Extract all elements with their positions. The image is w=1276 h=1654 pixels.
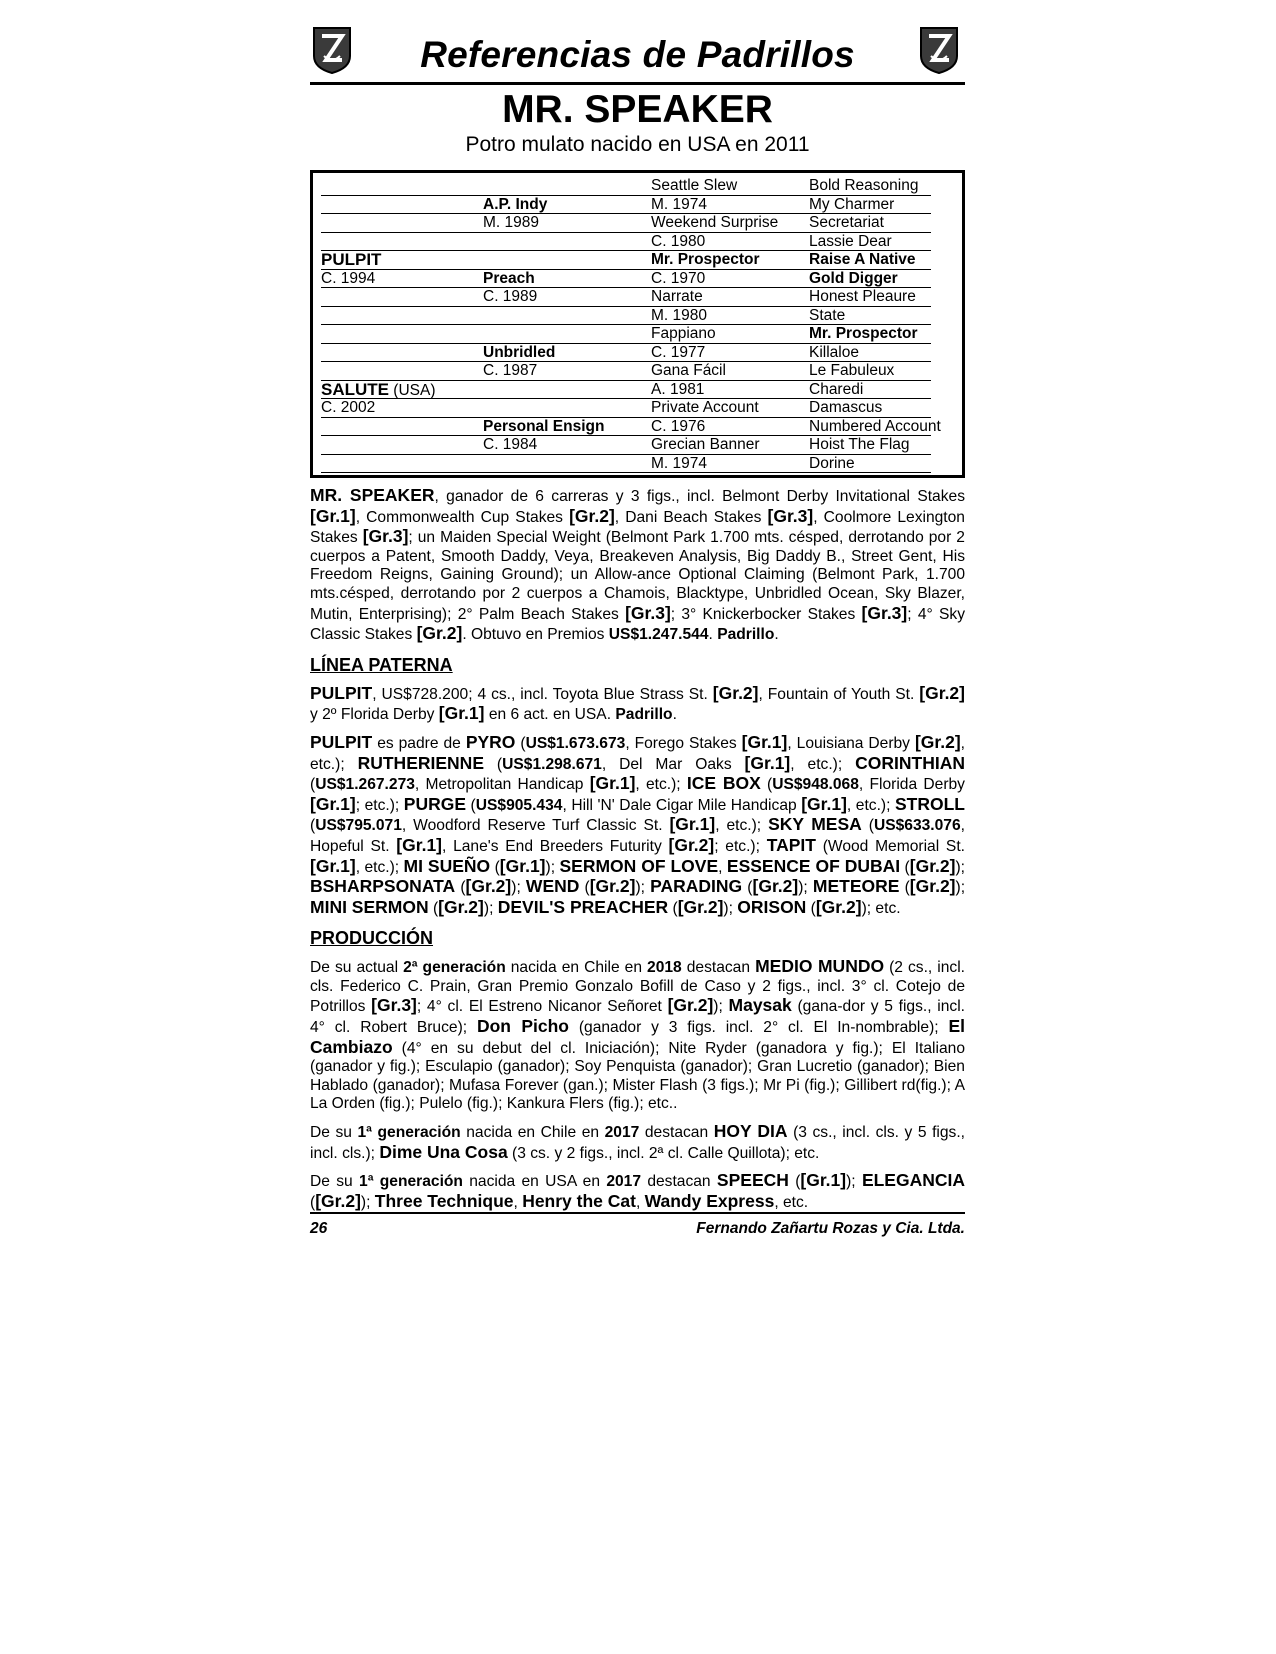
emphasis-text: BSHARPSONATA [310, 876, 456, 897]
body-text: ( [579, 879, 590, 897]
body-text: ( [428, 899, 439, 917]
body-text: destacan [681, 959, 756, 977]
body-text: ); [360, 1193, 375, 1211]
emphasis-text: [Gr.2] [667, 995, 714, 1016]
pedigree-row [321, 307, 954, 326]
pedigree-cell: Charedi [809, 380, 864, 398]
pedigree-row [321, 233, 954, 252]
pedigree-cell: Fappiano [651, 325, 716, 342]
body-text: ( [515, 734, 526, 752]
emphasis-text: 1ª generación [357, 1124, 461, 1142]
pedigree-cell: Narrate [651, 288, 703, 305]
emphasis-text: CORINTHIAN [855, 752, 965, 773]
header-rule [310, 82, 965, 85]
pedigree-cell: C. 1970 [651, 269, 706, 287]
emphasis-text: PULPIT [310, 682, 373, 703]
emphasis-text: [Gr.1] [669, 814, 716, 835]
pedigree-cell: C. 1989 [483, 288, 538, 305]
emphasis-text: [Gr.2] [909, 855, 956, 876]
body-text: (2 cs., incl. cls. Federico C. Prain, Gran Premio Gonzalo Bofill de Caso y 2 figs., incl. 3° cl. Cotejo de Potrillos [310, 959, 965, 1016]
body-text: ( [490, 858, 500, 876]
body-text: en 6 act. en USA. [484, 706, 616, 724]
pedigree-cell: My Charmer [809, 195, 895, 213]
emphasis-text: ESSENCE OF DUBAI [726, 855, 901, 876]
pedigree-cell: Gold Digger [809, 269, 898, 287]
pedigree-cell: Honest Pleaure [809, 288, 916, 305]
body-text: y 2º Florida Derby [310, 706, 439, 724]
emphasis-text: SKY MESA [768, 814, 862, 835]
emphasis-text: MI SUEÑO [403, 855, 491, 876]
emphasis-text: US$905.434 [475, 796, 563, 814]
emphasis-text: [Gr.2] [315, 1190, 361, 1211]
body-text: ( [310, 776, 316, 794]
pedigree-cell: Mr. Prospector [651, 251, 760, 268]
body-text: nacida en Chile en [460, 1124, 605, 1142]
pedigree-cell: Le Fabuleux [809, 362, 895, 379]
pedigree-cell: A.P. Indy [483, 195, 548, 213]
pedigree-cell: SALUTE (USA) [321, 379, 436, 399]
emphasis-text: [Gr.3] [861, 602, 908, 623]
pedigree-cell: Hoist The Flag [809, 436, 910, 453]
body-text: , etc.); [635, 776, 687, 794]
pedigree-cell: Weekend Surprise [651, 214, 779, 231]
pedigree-cell: Secretariat [809, 214, 884, 231]
body-text: . Obtuvo en Premios [462, 626, 609, 644]
pedigree-cell-rule [321, 472, 483, 473]
emphasis-text: US$1.267.273 [315, 776, 415, 794]
emphasis-text: [Gr.3] [362, 526, 409, 547]
pedigree-row [321, 344, 954, 363]
body-text: , Hopeful St. [310, 817, 965, 855]
emphasis-text: PARADING [650, 876, 743, 897]
body-text: , Louisiana Derby [787, 734, 915, 752]
body-text: ( [742, 879, 753, 897]
emphasis-text: [Gr.3] [625, 602, 671, 623]
emphasis-text: [Gr.1] [310, 505, 356, 526]
pedigree-cell: C. 1987 [483, 362, 538, 379]
page-number: 26 [310, 1220, 328, 1237]
body-text: , Hill 'N' Dale Cigar Mile Handicap [562, 796, 802, 814]
body-text: ); etc. [861, 899, 901, 917]
emphasis-text: [Gr.1] [801, 793, 847, 814]
pedigree-cell-country: (USA) [389, 381, 436, 399]
body-text: ( [455, 879, 466, 897]
pedigree-cell: C. 1994 [321, 269, 376, 287]
page-footer [310, 1212, 965, 1238]
emphasis-text: Henry the Cat [522, 1190, 636, 1211]
body-text: , Florida Derby [858, 776, 965, 794]
body-text: , Metropolitan Handicap [414, 776, 590, 794]
emphasis-text: TAPIT [766, 834, 816, 855]
body-text: , etc.); [310, 734, 966, 773]
emphasis-text: Three Technique [374, 1190, 514, 1211]
emphasis-text: WEND [525, 876, 580, 897]
emphasis-text: [Gr.3] [371, 995, 417, 1016]
footer-rule [310, 1212, 965, 1214]
body-text: ( [668, 899, 678, 917]
pedigree-cell: Grecian Banner [651, 436, 760, 453]
document-page [310, 22, 965, 1212]
body-text: De su [310, 1124, 358, 1142]
emphasis-text: PYRO [465, 731, 516, 752]
pedigree-row [321, 418, 954, 437]
body-text: (gana-dor y 5 figs., incl. 4° cl. Robert Bruce); [310, 998, 965, 1037]
body-text: es padre de [372, 734, 466, 752]
emphasis-text: SPEECH [716, 1170, 789, 1191]
body-text: ); [846, 1173, 862, 1191]
emphasis-text: [Gr.1] [310, 793, 356, 814]
body-text: ); [723, 899, 738, 917]
body-text: , etc.); [715, 817, 769, 835]
pedigree-row [321, 381, 954, 400]
emphasis-text: MR. SPEAKER [310, 485, 435, 505]
production-paragraph-1st-gen-usa [310, 1171, 965, 1212]
production-paragraph-2nd-gen [310, 957, 965, 1114]
emphasis-text: US$1.673.673 [525, 734, 626, 752]
pedigree-cell-rule [483, 472, 651, 473]
emphasis-text: [Gr.1] [438, 703, 485, 724]
body-text: , [513, 1193, 523, 1211]
emphasis-text: [Gr.2] [677, 896, 724, 917]
emphasis-text: [Gr.2] [569, 505, 615, 526]
emphasis-text: DEVIL'S PREACHER [497, 896, 669, 917]
emphasis-text: [Gr.1] [589, 773, 636, 794]
pedigree-table [310, 170, 965, 478]
body-text: destacan [639, 1124, 714, 1142]
emphasis-text: [Gr.1] [744, 752, 791, 773]
emphasis-text: ICE BOX [686, 773, 761, 794]
body-text: nacida en USA en [462, 1173, 607, 1191]
body-text: ); [955, 879, 966, 897]
emphasis-text: [Gr.1] [310, 855, 356, 876]
emphasis-text: STROLL [894, 793, 965, 814]
body-text: ); [713, 998, 729, 1016]
horse-subtitle: Potro mulato nacido en USA en 2011 [465, 133, 810, 156]
emphasis-text: US$1.247.544 [608, 626, 709, 644]
body-text: (ganador y 3 figs. incl. 2° cl. El In-nombrable); [569, 1019, 949, 1037]
pedigree-cell: Seattle Slew [651, 177, 738, 194]
pedigree-cell: Dorine [809, 454, 855, 472]
pedigree-cell: C. 1984 [483, 436, 538, 453]
emphasis-text: [Gr.2] [465, 876, 512, 897]
body-text: ; 4° Sky Classic Stakes [310, 605, 965, 644]
emphasis-text: RUTHERIENNE [357, 752, 484, 773]
shield-z-logo-icon [917, 26, 961, 74]
body-text: ( [466, 796, 476, 814]
pedigree-row [321, 251, 954, 270]
body-text: ( [484, 755, 503, 773]
body-text: (Wood Memorial St. [815, 837, 965, 855]
pedigree-cell: C. 1976 [651, 417, 706, 435]
emphasis-text: [Gr.2] [712, 682, 759, 703]
emphasis-text: 2017 [604, 1124, 640, 1142]
emphasis-text: [Gr.2] [914, 731, 961, 752]
emphasis-text: [Gr.2] [416, 623, 463, 644]
body-text: , Del Mar Oaks [601, 755, 745, 773]
emphasis-text: [Gr.1] [396, 834, 443, 855]
pedigree-row [321, 455, 954, 474]
pedigree-cell: Raise A Native [809, 251, 916, 268]
pedigree-cell: M. 1974 [651, 454, 708, 472]
pedigree-row [321, 436, 954, 455]
body-text: . [708, 626, 718, 644]
emphasis-text: [Gr.1] [741, 731, 788, 752]
emphasis-text: [Gr.1] [499, 855, 546, 876]
body-text: ; etc.); [714, 837, 767, 855]
emphasis-text: Padrillo [615, 706, 673, 724]
body-text: ); [545, 858, 560, 876]
horse-name: MR. SPEAKER [502, 88, 773, 131]
body-text: destacan [641, 1173, 717, 1191]
body-text: ( [788, 1173, 801, 1191]
pedigree-cell: C. 1980 [651, 232, 706, 250]
body-text: (4° en su debut del cl. Iniciación); Nite Ryder (ganadora y fig.); El Italiano (ganador y fig.); Esculapio (ganador); Soy Penquista (ganador); Gran Lucretio (ganador); Bien Hablado (ganador); Mufasa Forever (gan.); Mister Flash (3 figs.); Mr Pi (fig.); Gillibert rd(fig.); A La Orden (fig.); Pulelo (fig.); Kankura Flers (fig.); etc.. [310, 1039, 965, 1113]
pedigree-cell: Lassie Dear [809, 232, 892, 250]
section-heading-production: PRODUCCIÓN [310, 928, 434, 949]
pedigree-row [321, 288, 954, 307]
emphasis-text: El Cambiazo [310, 1016, 965, 1057]
pedigree-cell: Damascus [809, 399, 883, 416]
emphasis-text: PURGE [403, 793, 467, 814]
emphasis-text: 2018 [647, 959, 682, 977]
body-text: , Forego Stakes [625, 734, 742, 752]
emphasis-text: SERMON OF LOVE [559, 855, 719, 876]
emphasis-text: 2017 [606, 1173, 642, 1191]
pedigree-row [321, 177, 954, 196]
body-text: De su [310, 1173, 360, 1191]
emphasis-text: 2ª generación [403, 959, 506, 977]
pedigree-row [321, 399, 954, 418]
pedigree-cell: Bold Reasoning [809, 177, 919, 194]
pedigree-cell: M. 1989 [483, 214, 540, 231]
emphasis-text: MINI SERMON [310, 896, 429, 917]
body-text: ( [900, 858, 910, 876]
pedigree-cell: M. 1974 [651, 195, 708, 213]
pedigree-cell: Mr. Prospector [809, 325, 918, 342]
pedigree-cell: A. 1981 [651, 380, 705, 398]
body-text: , Dani Beach Stakes [614, 508, 768, 526]
body-text: ); [483, 899, 498, 917]
pedigree-cell: Preach [483, 269, 535, 287]
page-header [310, 22, 965, 80]
body-text: (3 cs., incl. cls. y 5 figs., incl. cls.); [310, 1124, 965, 1162]
body-text: , Woodford Reserve Turf Classic St. [401, 817, 670, 835]
body-text: ); [511, 879, 526, 897]
emphasis-text: [Gr.2] [909, 876, 956, 897]
body-text: ( [310, 817, 316, 835]
body-text: , etc.); [790, 755, 856, 773]
pedigree-row [321, 196, 954, 215]
emphasis-text: [Gr.1] [800, 1170, 847, 1191]
pedigree-cell: Killaloe [809, 343, 859, 361]
body-text: , Coolmore Lexington Stakes [310, 508, 965, 547]
pedigree-cell: C. 1977 [651, 343, 706, 361]
body-text: , US$728.200; 4 cs., incl. Toyota Blue Strass St. [372, 685, 713, 703]
emphasis-text: [Gr.2] [752, 876, 799, 897]
body-text: ); [955, 858, 966, 876]
body-text: ; 4° cl. El Estreno Nicanor Señoret [416, 998, 668, 1016]
emphasis-text: [Gr.2] [438, 896, 484, 917]
emphasis-text: [Gr.2] [589, 876, 636, 897]
body-text: ; 3° Knickerbocker Stakes [670, 605, 862, 623]
emphasis-text: US$1.298.671 [502, 755, 602, 773]
body-text: ; un Maiden Special Weight (Belmont Park 1.700 mts. césped, derrotando por 2 cuerpos a Patent, Smooth Daddy, Veya, Breakeven Analysis, Big Daddy B., Street Gent, His Freedom Reigns, Gaining Ground); un Allow-ance Optional Claiming (Belmont Park, 1.700 mts.césped, derrotando por 2 cuerpos a Chamois, Blacktype, Unbridled Ocean, Sky Blazer, Mutin, Enterprising); 2° Palm Beach Stakes [310, 529, 965, 623]
body-text: , etc. [774, 1193, 809, 1211]
pedigree-cell: State [809, 306, 846, 324]
body-text: ( [899, 879, 910, 897]
pedigree-row [321, 214, 954, 233]
section-heading-paternal-line: LÍNEA PATERNA [310, 654, 453, 675]
emphasis-text: ORISON [737, 896, 807, 917]
page-header-title: Referencias de Padrillos [420, 34, 855, 75]
body-text: , [635, 1193, 645, 1211]
body-text: nacida en Chile en [505, 959, 648, 977]
emphasis-text: PULPIT [310, 731, 373, 752]
sire-offspring-paragraph [310, 733, 965, 918]
emphasis-text: US$633.076 [873, 817, 961, 835]
pedigree-row [321, 325, 954, 344]
publisher-name: Fernando Zañartu Rozas y Cia. Ltda. [696, 1220, 965, 1237]
emphasis-text: [Gr.3] [767, 505, 814, 526]
body-text: , ganador de 6 carreras y 3 figs., incl. Belmont Derby Invitational Stakes [434, 488, 965, 505]
emphasis-text: HOY DIA [713, 1121, 788, 1142]
emphasis-text: [Gr.2] [919, 682, 965, 703]
pedigree-cell: Gana Fácil [651, 362, 726, 379]
pedigree-cell: Unbridled [483, 343, 556, 361]
emphasis-text: ELEGANCIA [861, 1170, 965, 1191]
body-text: , Lane's End Breeders Futurity [442, 837, 669, 855]
body-text: , etc.); [846, 796, 895, 814]
pedigree-row [321, 362, 954, 381]
sire-paragraph [310, 684, 965, 725]
pedigree-row [321, 270, 954, 289]
pedigree-cell: Numbered Account [809, 417, 941, 435]
emphasis-text: METEORE [812, 876, 900, 897]
race-record-paragraph [310, 486, 965, 645]
body-text: , [718, 858, 727, 876]
pedigree-cell: M. 1980 [651, 306, 708, 324]
body-text: . [774, 626, 779, 644]
emphasis-text: Padrillo [717, 626, 775, 644]
body-text: . [672, 706, 677, 724]
emphasis-text: Maysak [728, 995, 792, 1016]
emphasis-text: 1ª generación [359, 1173, 463, 1191]
pedigree-cell: Private Account [651, 399, 759, 416]
body-text: ); [635, 879, 651, 897]
emphasis-text: Dime Una Cosa [379, 1141, 508, 1162]
pedigree-cell: C. 2002 [321, 399, 376, 416]
body-text: ( [310, 1193, 316, 1211]
emphasis-text: [Gr.2] [668, 834, 715, 855]
body-text: ( [760, 776, 773, 794]
emphasis-text: Wandy Express [644, 1190, 775, 1211]
body-text: ); [798, 879, 813, 897]
pedigree-cell: PULPIT [321, 250, 382, 269]
body-text: De su actual [310, 959, 404, 977]
pedigree-cell: Personal Ensign [483, 417, 605, 435]
emphasis-text: US$795.071 [315, 817, 402, 835]
body-text: ( [861, 817, 874, 835]
body-text: , etc.); [355, 858, 404, 876]
body-text: ; etc.); [355, 796, 404, 814]
body-text: ( [806, 899, 816, 917]
emphasis-text: [Gr.2] [815, 896, 862, 917]
emphasis-text: MEDIO MUNDO [755, 956, 885, 977]
body-text: (3 cs. y 2 figs., incl. 2ª cl. Calle Quillota); etc. [507, 1144, 820, 1162]
body-text: , Fountain of Youth St. [758, 685, 920, 703]
body-text: , Commonwealth Cup Stakes [355, 508, 570, 526]
production-paragraph-1st-gen-chile [310, 1122, 965, 1163]
emphasis-text: US$948.068 [772, 776, 859, 794]
emphasis-text: Don Picho [476, 1016, 569, 1037]
